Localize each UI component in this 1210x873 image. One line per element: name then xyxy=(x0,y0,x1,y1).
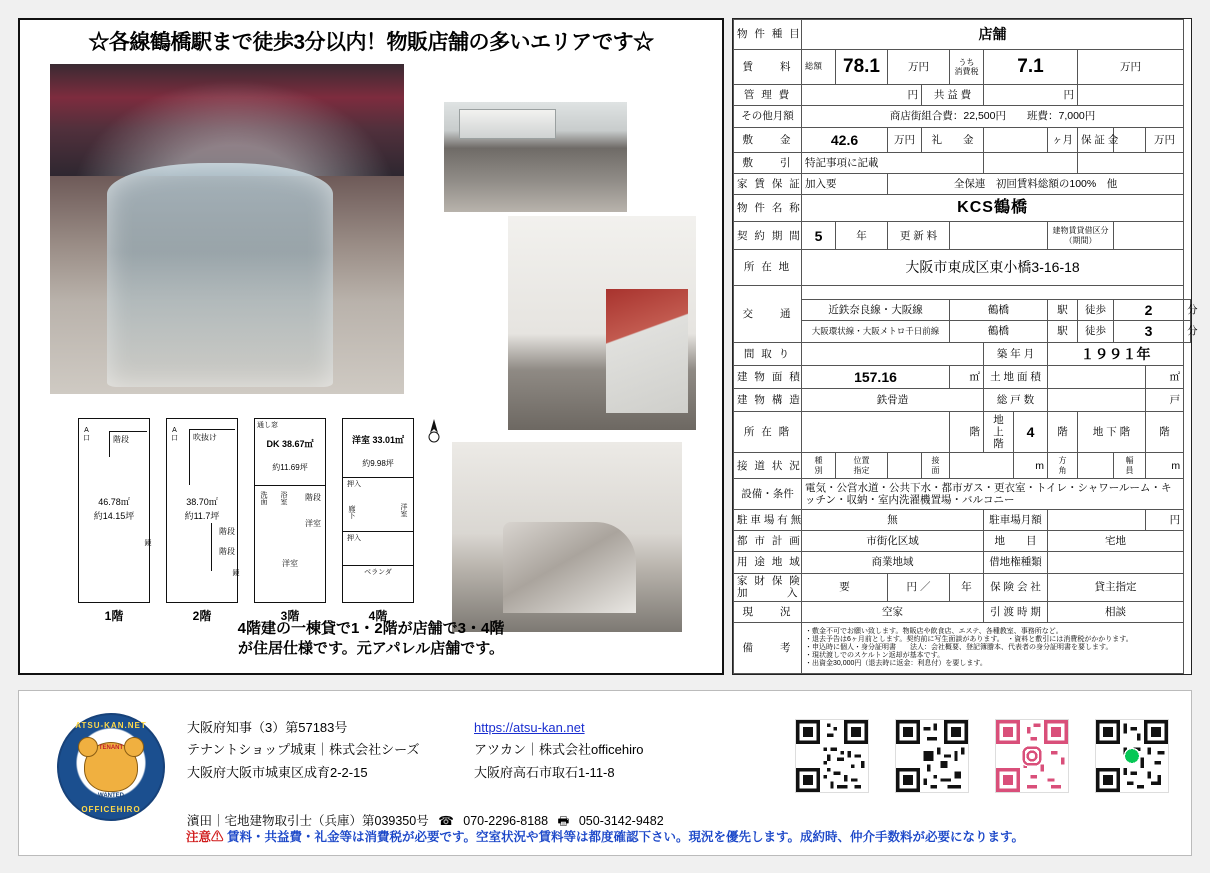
partner-name: アツカン｜株式会社officehiro xyxy=(474,742,644,758)
value-parking-fee xyxy=(1048,510,1146,531)
label-floor: 所 在 階 xyxy=(734,412,802,453)
floorplan-4f-closet1: 押入 xyxy=(347,481,361,488)
value-management-fee: 円 xyxy=(802,85,922,106)
label-remarks: 備 考 xyxy=(734,623,802,674)
value-build-year: １９９１年 xyxy=(1048,342,1184,365)
floorplan-2f-stairs-2: 階段 xyxy=(219,547,235,556)
unit-rent: 万円 xyxy=(888,49,950,85)
cell-deduction-blank2 xyxy=(1078,152,1184,173)
unit-land-area: ㎡ xyxy=(1146,365,1184,388)
floorplan-3f-stairs: 階段 xyxy=(305,493,321,502)
company-address: 大阪府大阪市城東区成育2-2-15 xyxy=(187,764,368,780)
label-common-fee: 共 益 費 xyxy=(922,85,984,106)
floorplan-4f-label: 4階 xyxy=(368,609,388,623)
web-info xyxy=(474,717,774,784)
access-unit-1: 分 xyxy=(1184,300,1191,321)
floorplan-3f-washroom: 洗面 xyxy=(260,491,268,505)
unit-road-face: m xyxy=(1014,453,1048,478)
photo-exterior-main xyxy=(50,64,404,394)
logo-tenant-text: TENANT xyxy=(98,745,124,751)
value-building-area: 157.16 xyxy=(802,365,950,388)
unit-contract-term: 年 xyxy=(836,222,888,249)
value-key-money xyxy=(984,127,1048,152)
value-leasehold-type xyxy=(1048,552,1184,573)
label-current-status: 現 況 xyxy=(734,602,802,623)
label-road-frontage: 接 道 状 況 xyxy=(734,453,802,478)
value-rent-guarantee: 加入要 xyxy=(802,173,888,194)
value-lease-division xyxy=(1114,222,1184,249)
remark-line-4: ・現状渡しでのスケルトン返却が基本です。 xyxy=(805,652,945,660)
value-floor xyxy=(802,412,950,453)
access-eki-2: 駅 xyxy=(1048,321,1078,342)
logo-wanted-text: WANTED xyxy=(98,793,124,799)
floorplan-3f-window: 通し窓 xyxy=(257,422,278,429)
phone-number-1[interactable]: 070-2296-8188 xyxy=(463,814,549,828)
value-guarantee-deposit xyxy=(1114,127,1146,152)
company-logo xyxy=(57,713,165,821)
fax-icon: 🖶 xyxy=(557,814,570,828)
floorplan-1f-note: A 口 xyxy=(83,427,90,443)
label-city-planning: 都 市 計 画 xyxy=(734,531,802,552)
label-road-face: 接 面 xyxy=(922,453,950,478)
value-current-status: 空家 xyxy=(802,602,984,623)
value-road-direction xyxy=(1078,453,1114,478)
footer-panel xyxy=(18,690,1192,856)
floorplan-3f-bath: 浴室 xyxy=(280,491,288,505)
value-rent: 78.1 xyxy=(836,49,888,85)
floorplan-2f-side: 鏡 xyxy=(232,569,239,576)
website-link[interactable]: https://atsu-kan.net xyxy=(474,720,585,735)
notice-warning-icon: 注意⚠ xyxy=(185,830,224,844)
floorplan-1f-label: 1階 xyxy=(104,609,124,623)
label-land-area: 土 地 面 積 xyxy=(984,365,1048,388)
value-handover: 相談 xyxy=(1048,602,1184,623)
label-management-fee: 管 理 費 xyxy=(734,85,802,106)
label-total-units: 総 戸 数 xyxy=(984,388,1048,411)
floorplan-3f-label: 3階 xyxy=(280,609,300,623)
unit-above-ground: 階 xyxy=(1048,412,1078,453)
remark-line-5: ・出資金30,000円（退去時に返金：利息付）を要します。 xyxy=(805,660,987,668)
value-layout xyxy=(802,342,984,365)
access-station-2: 鶴橋 xyxy=(950,321,1048,342)
floorplan-3f-stairs2: 洋室 xyxy=(305,519,321,528)
unit-insurance-year: 年 xyxy=(950,573,984,602)
bottom-note xyxy=(20,619,722,660)
floorplan-4f-room2: 洋室 xyxy=(400,503,407,517)
value-contract-term: 5 xyxy=(802,222,836,249)
access-minutes-1: 2 xyxy=(1114,300,1184,321)
access-eki-1: 駅 xyxy=(1048,300,1078,321)
value-contents-insurance: 要 xyxy=(802,573,888,602)
spec-table-panel xyxy=(732,18,1198,675)
notice-bar xyxy=(19,827,1191,845)
company-name: テナントショップ城東｜株式会社シーズ xyxy=(187,742,420,758)
unit-basement: 階 xyxy=(1146,412,1184,453)
label-road-type: 種 別 xyxy=(802,453,836,478)
value-other-monthly: 商店街組合費：22,500円 班費：7,000円 xyxy=(802,106,1184,127)
value-common-fee: 円 xyxy=(984,85,1078,106)
floorplan-4f-tsubo: 約9.98坪 xyxy=(362,459,394,468)
access-line-2: 大阪環状線・大阪メトロ千日前線 xyxy=(802,321,950,342)
label-key-money: 礼 金 xyxy=(922,127,984,152)
label-lease-division: 建物賃貸借区分（期間） xyxy=(1048,222,1114,249)
value-deduction: 特記事項に記載 xyxy=(802,152,984,173)
floorplan-2f-void: 吹抜け xyxy=(193,433,217,442)
value-zoning: 商業地域 xyxy=(802,552,984,573)
access-minutes-2: 3 xyxy=(1114,321,1184,342)
floorplan-3f-area: DK 38.67㎡ xyxy=(266,439,314,449)
bottom-note-line2: が住居仕様です。元アパレル店舗です。 xyxy=(237,639,505,657)
label-build-year: 築 年 月 xyxy=(984,342,1048,365)
label-road-position: 位置 指定 xyxy=(836,453,888,478)
label-parking: 駐 車 場 有 無 xyxy=(734,510,802,531)
floorplan-2f-stairs-1: 階段 xyxy=(219,527,235,536)
access-station-1: 鶴橋 xyxy=(950,300,1048,321)
value-remarks xyxy=(802,623,1184,674)
floorplan-4f xyxy=(342,418,414,623)
value-facilities: 電気・公営水道・公共下水・都市ガス・更衣室・トイレ・シャワールーム・キッチン・収納・室内洗濯機置場・バルコニー xyxy=(802,478,1184,510)
label-layout: 間 取 り xyxy=(734,342,802,365)
value-road-face xyxy=(950,453,1014,478)
floorplan-2f-area: 38.70㎡ xyxy=(186,497,218,507)
label-above-ground: 地 上 階 xyxy=(984,412,1014,453)
label-insurance-company: 保 険 会 社 xyxy=(984,573,1048,602)
label-rent-total: 総額 xyxy=(802,49,836,85)
value-parking: 無 xyxy=(802,510,984,531)
unit-deposit: 万円 xyxy=(888,127,922,152)
bottom-note-line1: 4階建の一棟貸で1・2階が店舗で3・4階 xyxy=(237,619,505,637)
floorplan-2f-label: 2階 xyxy=(192,609,212,623)
label-rent-tax: うち 消費税 xyxy=(950,49,984,85)
logo-ring-bottom: OFFICEHIRO xyxy=(81,805,141,814)
label-basement: 地 下 階 xyxy=(1078,412,1146,453)
remark-line-1: ・敷金不可でお願い致します。物販店や飲食店、エステ、各種教室、事務所など。 xyxy=(805,628,1063,635)
unit-parking-fee: 円 xyxy=(1146,510,1184,531)
value-structure: 鉄骨造 xyxy=(802,388,984,411)
label-guarantee-deposit: 保 証 金 xyxy=(1078,127,1114,152)
access-walk-2: 徒歩 xyxy=(1078,321,1114,342)
agent-license: 濱田｜宅地建物取引士（兵庫）第039350号 xyxy=(187,814,429,828)
phone-number-2[interactable]: 050-3142-9482 xyxy=(578,814,664,828)
value-deposit: 42.6 xyxy=(802,127,888,152)
label-handover: 引 渡 時 期 xyxy=(984,602,1048,623)
remark-line-3: ・申込時に個人・身分証明書 法人：会社概要、登記簿謄本、代表者の身分証明書を要します。 xyxy=(805,644,1113,652)
headline: ☆各線鶴橋駅まで徒歩3分以内！物販店舗の多いエリアです☆ xyxy=(88,31,654,54)
value-above-ground: 4 xyxy=(1014,412,1048,453)
value-insurance-amount: 円 ／ xyxy=(888,573,950,602)
label-contents-insurance: 家 財 保 険 加 入 xyxy=(734,573,802,602)
floorplan-2f-note: A 口 xyxy=(171,427,178,443)
qr-contact[interactable] xyxy=(1095,719,1169,793)
unit-key-money: ヶ月 xyxy=(1048,127,1078,152)
floorplan-3f-room: 洋室 xyxy=(282,559,298,568)
access-line-1: 近鉄奈良線・大阪線 xyxy=(802,300,950,321)
floorplan-1f xyxy=(78,418,151,623)
label-rent-guarantee: 家 賃 保 証 xyxy=(734,173,802,194)
left-photo-panel xyxy=(18,18,724,675)
unit-guarantee-deposit: 万円 xyxy=(1146,127,1184,152)
value-renewal-fee xyxy=(950,222,1048,249)
cell-deduction-blank1 xyxy=(984,152,1078,173)
floorplan-1f-side: 鏡 xyxy=(144,539,151,546)
unit-rent-tax: 万円 xyxy=(1078,49,1184,85)
cell-fee-blank xyxy=(1078,85,1184,106)
floorplan-group xyxy=(78,418,430,623)
floorplan-4f-corridor: 廊下 xyxy=(348,505,356,519)
value-road-position xyxy=(888,453,922,478)
label-road-width: 幅 員 xyxy=(1114,453,1146,478)
unit-road-width: m xyxy=(1146,453,1184,478)
value-insurance-company: 貸主指定 xyxy=(1048,573,1184,602)
label-property-type: 物 件 種 目 xyxy=(734,20,802,50)
label-deduction: 敷 引 xyxy=(734,152,802,173)
value-property-name: KCS鶴橋 xyxy=(802,194,1184,221)
value-address: 大阪市東成区東小橋3-16-18 xyxy=(802,249,1184,285)
floorplan-1f-area: 46.78㎡ xyxy=(98,497,130,507)
floorplan-4f-area: 洋室 33.01㎡ xyxy=(351,435,405,445)
floorplan-2f xyxy=(166,418,239,623)
partner-address: 大阪府高石市取石1-11-8 xyxy=(474,764,615,780)
spec-table xyxy=(733,19,1198,674)
value-land-area xyxy=(1048,365,1146,388)
label-rent: 賃 料 xyxy=(734,49,802,85)
compass-icon xyxy=(421,417,447,451)
cell-access-blank xyxy=(802,285,1184,300)
floorplan-3f-tsubo: 約11.69坪 xyxy=(272,463,308,472)
photo-interior-entrance xyxy=(444,102,627,212)
floorplan-4f-closet2: 押入 xyxy=(347,535,361,542)
label-deposit: 敷 金 xyxy=(734,127,802,152)
company-info xyxy=(187,717,467,784)
label-building-area: 建 物 面 積 xyxy=(734,365,802,388)
value-rent-tax: 7.1 xyxy=(984,49,1078,85)
label-road-direction: 方 角 xyxy=(1048,453,1078,478)
floorplan-2f-tsubo: 約11.7坪 xyxy=(184,511,220,521)
company-license: 大阪府知事（3）第57183号 xyxy=(187,720,348,735)
floorplan-1f-tsubo: 約14.15坪 xyxy=(93,511,135,521)
value-property-type: 店舗 xyxy=(802,20,1184,50)
detail-rent-guarantee: 全保連 初回賃料総額の100% 他 xyxy=(888,173,1184,194)
label-leasehold-type: 借地権種類 xyxy=(984,552,1048,573)
phone-icon: ☎ xyxy=(438,814,454,828)
label-parking-fee: 駐車場月額 xyxy=(984,510,1048,531)
label-facilities: 設備・条件 xyxy=(734,478,802,510)
value-land-category: 宅地 xyxy=(1048,531,1184,552)
floorplan-1f-stairs: 階段 xyxy=(113,435,129,444)
floorplan-3f xyxy=(254,418,326,623)
label-land-category: 地 目 xyxy=(984,531,1048,552)
floorplan-4f-balcony: ベランダ xyxy=(364,569,392,576)
photo-interior-stairs xyxy=(452,442,682,632)
label-property-name: 物 件 名 称 xyxy=(734,194,802,221)
unit-building-area: ㎡ xyxy=(950,365,984,388)
access-walk-1: 徒歩 xyxy=(1078,300,1114,321)
photo-interior-shelves xyxy=(508,216,696,430)
notice-text: 賃料・共益費・礼金等は消費税が必要です。空室状況や賃料等は都度確認下さい。現況を優先します。成約時、仲介手数料が必要になります。 xyxy=(226,830,1024,844)
access-unit-2: 分 xyxy=(1184,321,1191,342)
label-access: 交 通 xyxy=(734,285,802,342)
label-zoning: 用 途 地 域 xyxy=(734,552,802,573)
unit-floor: 階 xyxy=(950,412,984,453)
qr-website[interactable] xyxy=(795,719,869,793)
value-total-units xyxy=(1048,388,1146,411)
label-contract-term: 契 約 期 間 xyxy=(734,222,802,249)
qr-instagram[interactable] xyxy=(995,719,1069,793)
label-structure: 建 物 構 造 xyxy=(734,388,802,411)
label-renewal-fee: 更 新 料 xyxy=(888,222,950,249)
logo-ring-top: ATSU-KAN.NET xyxy=(75,721,147,730)
value-city-planning: 市街化区域 xyxy=(802,531,984,552)
label-other-monthly: その他月額 xyxy=(734,106,802,127)
label-address: 所 在 地 xyxy=(734,249,802,285)
unit-total-units: 戸 xyxy=(1146,388,1184,411)
qr-line[interactable] xyxy=(895,719,969,793)
remark-line-2: ・退去予告は6ヶ月前とします。契約前に写生面談があります。 ・資料と敷引には消費税がかかります。 xyxy=(805,636,1133,644)
